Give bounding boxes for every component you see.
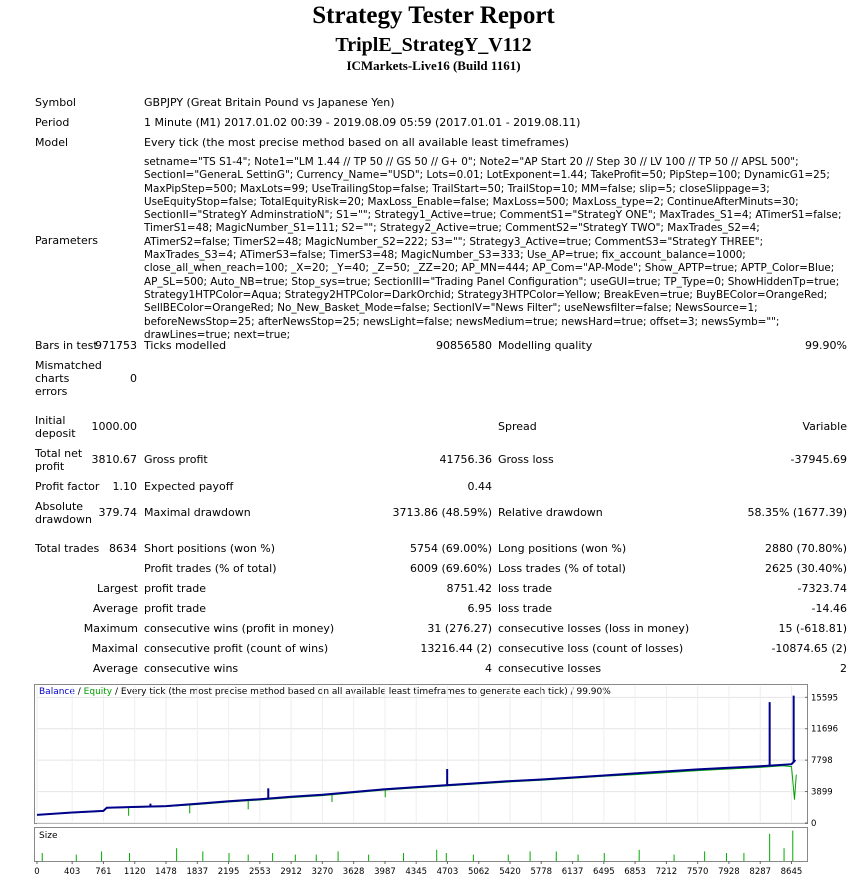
report-title: Strategy Tester Report <box>312 2 555 29</box>
x-tick-label: 2195 <box>217 867 240 877</box>
mismatch-label-1: Mismatched <box>35 359 102 372</box>
net-profit-label-1: Total net <box>35 447 83 460</box>
gross-loss-label: Gross loss <box>498 453 554 466</box>
short-positions-value: 5754 (69.00%) <box>409 542 492 555</box>
avg-consecutive-wins-value: 4 <box>485 662 492 675</box>
y-tick-label: 7798 <box>811 756 833 767</box>
x-tick-label: 5062 <box>467 867 490 877</box>
symbol-value: GBPJPY (Great Britain Pound vs Japanese Yen) <box>144 96 395 109</box>
x-tick-label: 1478 <box>155 867 177 877</box>
x-tick-label: 2912 <box>280 867 302 877</box>
mismatch-label-3: errors <box>35 385 68 398</box>
largest-loss-value: -7323.74 <box>797 582 847 595</box>
rel-drawdown-label: Relative drawdown <box>498 506 603 519</box>
symbol-label: Symbol <box>35 96 76 109</box>
maximal-loss-value: -10874.65 (2) <box>771 642 847 655</box>
avg-consecutive-losses-label: consecutive losses <box>498 662 602 675</box>
largest-loss-label: loss trade <box>498 582 553 595</box>
x-tick-label: 1120 <box>123 867 146 877</box>
legend-separator: / <box>74 687 84 697</box>
model-value: Every tick (the most precise method based on all available least timeframes) <box>144 136 569 149</box>
spread-value: Variable <box>802 420 847 433</box>
maximum-label: Maximum <box>83 622 138 635</box>
x-tick-label: 1837 <box>186 867 209 877</box>
x-tick-label: 761 <box>95 867 112 877</box>
x-tick-label: 7928 <box>718 867 740 877</box>
expected-payoff-value: 0.44 <box>467 480 492 493</box>
x-tick-label: 6137 <box>561 867 584 877</box>
x-tick-label: 0 <box>34 867 40 877</box>
loss-trades-value: 2625 (30.40%) <box>764 562 847 575</box>
x-tick-label: 8645 <box>780 867 803 877</box>
bars-value: 971753 <box>95 339 137 352</box>
profit-trades-value: 6009 (69.60%) <box>409 562 492 575</box>
profit-factor-value: 1.10 <box>112 480 137 493</box>
quality-label: Modelling quality <box>498 339 593 352</box>
x-tick-label: 5420 <box>499 867 521 877</box>
size-frame <box>35 828 808 862</box>
max-drawdown-label: Maximal drawdown <box>144 506 251 519</box>
average-label: Average <box>92 602 138 615</box>
abs-drawdown-label-2: drawdown <box>35 513 92 526</box>
total-trades-value: 8634 <box>109 542 137 555</box>
maximal-loss-label: consecutive loss (count of losses) <box>498 642 684 655</box>
x-tick-label: 3270 <box>311 867 334 877</box>
maximal-profit-value: 13216.44 (2) <box>420 642 492 655</box>
y-tick-label: 0 <box>811 819 817 829</box>
largest-label: Largest <box>97 582 138 595</box>
gross-profit-value: 41756.36 <box>439 453 492 466</box>
maximal-profit-label: consecutive profit (count of wins) <box>144 642 329 655</box>
x-tick-label: 4703 <box>436 867 459 877</box>
x-tick-label: 6853 <box>624 867 646 877</box>
server-build: ICMarkets-Live16 (Build 1161) <box>346 58 521 73</box>
deposit-value: 1000.00 <box>91 420 137 433</box>
x-tick-label: 6495 <box>593 867 615 877</box>
size-label: Size <box>39 831 58 841</box>
max-consecutive-losses-value: 15 (-618.81) <box>778 622 847 635</box>
total-trades-label: Total trades <box>35 542 100 555</box>
maximal-label: Maximal <box>91 642 138 655</box>
short-positions-label: Short positions (won %) <box>144 542 276 555</box>
y-tick-label: 15595 <box>811 693 839 704</box>
x-tick-label: 3987 <box>374 867 396 877</box>
quality-value: 99.90% <box>805 339 847 352</box>
chart-frame <box>35 685 808 824</box>
profit-trades-label: Profit trades (% of total) <box>144 562 277 575</box>
net-profit-label-2: profit <box>35 460 65 473</box>
spread-label: Spread <box>498 420 537 433</box>
x-axis-ticks <box>34 861 802 877</box>
x-tick-label: 2553 <box>248 867 271 877</box>
mismatch-value: 0 <box>130 372 137 385</box>
largest-profit-label: profit trade <box>144 582 207 595</box>
avg-consecutive-losses-value: 2 <box>840 662 847 675</box>
legend-equity: Equity <box>83 687 113 697</box>
average-loss-value: -14.46 <box>811 602 847 615</box>
expected-payoff-label: Expected payoff <box>144 480 234 493</box>
average-profit-value: 6.95 <box>467 602 492 615</box>
long-positions-value: 2880 (70.80%) <box>764 542 847 555</box>
long-positions-label: Long positions (won %) <box>498 542 627 555</box>
rel-drawdown-value: 58.35% (1677.39) <box>747 506 847 519</box>
x-tick-label: 7212 <box>655 867 678 877</box>
net-profit-value: 3810.67 <box>91 453 137 466</box>
chart-legend <box>39 687 611 697</box>
x-tick-label: 5778 <box>530 867 553 877</box>
parameters-label: Parameters <box>35 234 98 247</box>
strategy-name: TriplE_StrategY_V112 <box>335 34 532 56</box>
model-label: Model <box>35 136 69 149</box>
average-profit-label: profit trade <box>144 602 207 615</box>
max-consecutive-wins-label: consecutive wins (profit in money) <box>144 622 335 635</box>
ticks-value: 90856580 <box>436 339 492 352</box>
x-tick-label: 8287 <box>749 867 772 877</box>
gross-loss-value: -37945.69 <box>790 453 847 466</box>
period-label: Period <box>35 116 70 129</box>
legend-balance: Balance <box>39 687 75 697</box>
legend-header <box>39 687 611 697</box>
abs-drawdown-value: 379.74 <box>98 506 137 519</box>
x-tick-label: 3628 <box>342 867 365 877</box>
x-tick-label: 7570 <box>686 867 709 877</box>
abs-drawdown-label-1: Absolute <box>35 500 84 513</box>
y-tick-label: 11696 <box>811 724 839 735</box>
max-drawdown-value: 3713.86 (48.59%) <box>392 506 492 519</box>
max-consecutive-losses-label: consecutive losses (loss in money) <box>498 622 690 635</box>
average-loss-label: loss trade <box>498 602 553 615</box>
profit-factor-label: Profit factor <box>35 480 100 493</box>
parameters-value: setname="TS S1-4"; Note1="LM 1.44 // TP 50 // GS 50 // G+ 0"; Note2="AP Start 20 // Step 30 // LV 100 // TP 50 // APSL 500"; SectionI="GeneraL SettinG"; Currency_Name="USD"; Lots=0.01; LotExponent=1.44; TakeProfit=50; PipStep=100; DynamicG1=25; MaxPipStep=500; MaxLots=99; UseTrailingStop=false; TrailStart=50; TrailStop=10; MM=false; slip=5; closeSlippage=3; UseEquityStop=false; TotalEquityRisk=20; MaxLoss_Enable=false; MaxLoss=500; MaxLoss_type=2; ContinueAfterMinuts=30; SectionII="StrategY AdminstratioN"; S1=""; Strategy1_Active=true; CommentS1="StrategY ONE"; MaxTrades_S1=4; ATimerS1=false; TimerS1=48; MagicNumber_S1=111; S2=""; Strategy2_Active=true; CommentS2="StrategY TWO"; MaxTrades_S2=4; ATimerS2=false; TimerS2=48; MagicNumber_S2=222; S3=""; Strategy3_Active=true; CommentS3="StrategY THREE"; MaxTrades_S3=4; ATimerS3=false; TimerS3=48; MagicNumber_S3=333; Use_AP=true; fix_account_balance=1000; close_all_when_reach=100; _X=20; _Y=40; _Z=50; _ZZ=20; AP_MN=444; AP_Com="AP-Mode"; Show_APTP=true; APTP_Color=Blue; AP_SL=500; Auto_NB=true; Stop_sys=true; SectionIII="Trading Panel Configuration"; useGUI=true; TP_Type=0; ShowHiddenTp=true; Strategy1HTPColor=Aqua; Strategy2HTPColor=DarkOrchid; Strategy3HTPColor=Yellow; BreakEven=true; BuyBEColor=OrangeRed; SellBEColor=OrangeRed; No_New_Basket_Mode=false; SectionIV="News Filter"; useNewsfilter=false; NewsSource=1; beforeNewsStop=25; afterNewsStop=25; newsLight=false; newsMedium=true; newsHard=true; offset=3; newsSymb=""; drawLines=true; next=true; <box>144 156 842 341</box>
bars-label: Bars in test <box>35 339 98 352</box>
mismatch-label-2: charts <box>35 372 70 385</box>
y-tick-label: 3899 <box>811 787 833 798</box>
x-tick-label: 403 <box>64 867 81 877</box>
loss-trades-label: Loss trades (% of total) <box>498 562 626 575</box>
avg-consecutive-wins-label: consecutive wins <box>144 662 239 675</box>
period-value: 1 Minute (M1) 2017.01.02 00:39 - 2019.08.09 05:59 (2017.01.01 - 2019.08.11) <box>144 116 581 129</box>
legend-description: / Every tick (the most precise method based on all available least timeframes to generate each tick) / 99.90% <box>112 687 611 697</box>
largest-profit-value: 8751.42 <box>446 582 492 595</box>
gross-profit-label: Gross profit <box>144 453 208 466</box>
average-consecutive-label: Average <box>92 662 138 675</box>
ticks-label: Ticks modelled <box>144 339 227 352</box>
deposit-label-2: deposit <box>35 427 76 440</box>
x-tick-label: 4345 <box>405 867 428 877</box>
deposit-label-1: Initial <box>35 414 66 427</box>
y-axis-ticks <box>805 693 838 829</box>
max-consecutive-wins-value: 31 (276.27) <box>427 622 492 635</box>
